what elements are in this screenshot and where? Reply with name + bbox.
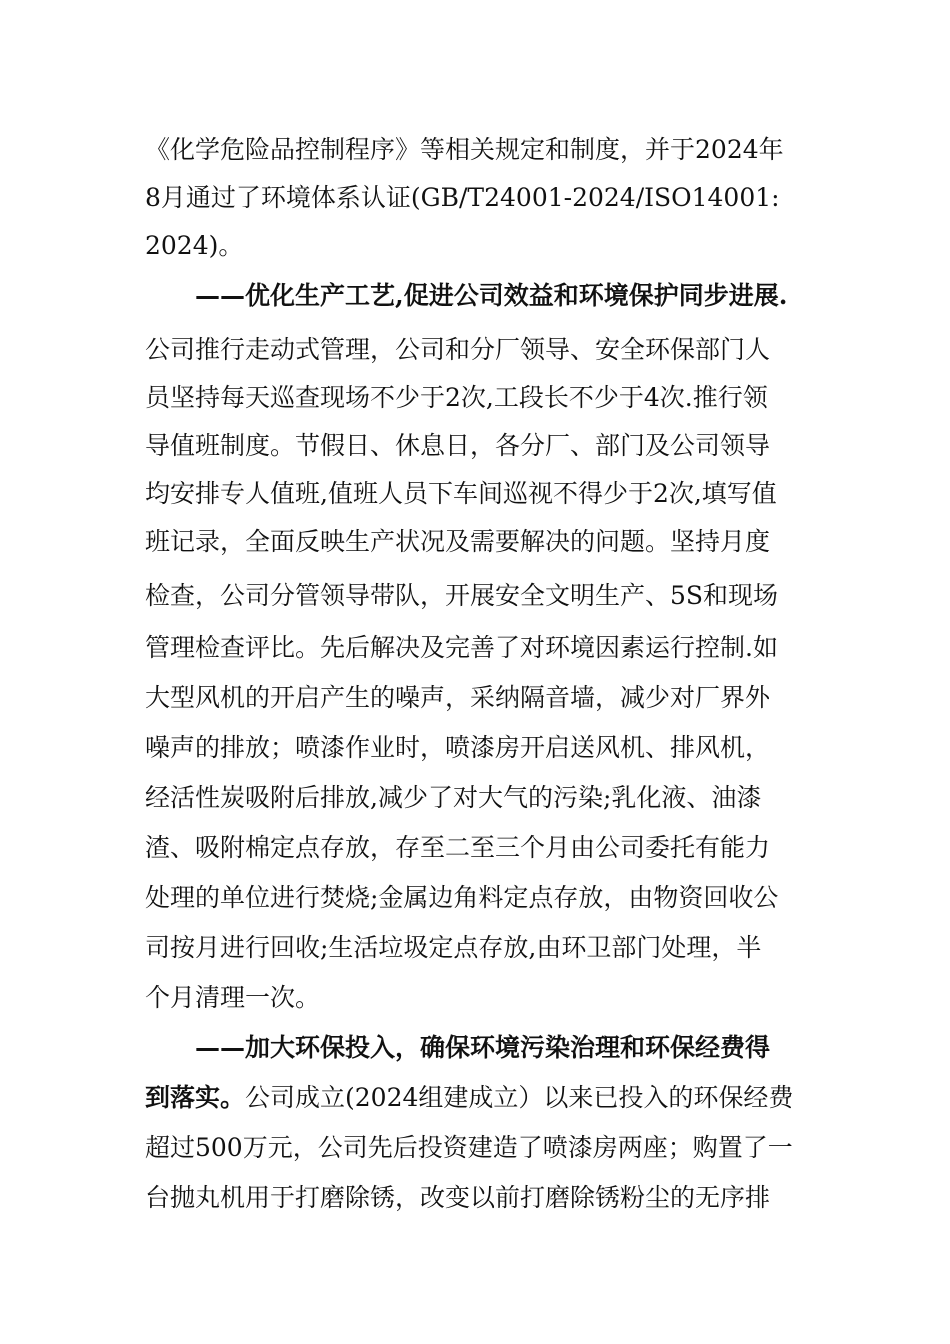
body-text-segment: 公司成立(2024组建成立）以来已投入的环保经费 — [245, 1083, 794, 1112]
body-text-line: 渣、吸附棉定点存放，存至二至三个月由公司委托有能力 — [145, 833, 771, 862]
body-text-line: 8月通过了环境体系认证(GB/T24001-2024/ISO14001: — [145, 183, 780, 212]
section-heading-optimize-process: ——优化生产工艺,促进公司效益和环境保护同步进展. — [195, 281, 788, 310]
body-text-line: 噪声的排放；喷漆作业时，喷漆房开启送风机、排风机， — [145, 733, 771, 762]
body-text-line: 司按月进行回收;生活垃圾定点存放,由环卫部门处理，半 — [145, 933, 762, 962]
body-text-line: 《化学危险品控制程序》等相关规定和制度，并于2024年 — [145, 135, 784, 164]
body-text-line: 台抛丸机用于打磨除锈，改变以前打磨除锈粉尘的无序排 — [145, 1183, 771, 1212]
section-heading-environmental-investment: ——加大环保投入，确保环境污染治理和环保经费得 — [195, 1033, 771, 1062]
body-text-line: 均安排专人值班,值班人员下车间巡视不得少于2次,填写值 — [145, 479, 777, 508]
body-text-line: 员坚持每天巡查现场不少于2次,工段长不少于4次.推行领 — [145, 383, 768, 412]
body-text-line: 导值班制度。节假日、休息日，各分厂、部门及公司领导 — [145, 431, 771, 460]
body-text-line — [145, 1083, 793, 1113]
section-heading-continued: 到落实。 — [145, 1083, 246, 1112]
body-text-line: 超过500万元，公司先后投资建造了喷漆房两座；购置了一 — [145, 1133, 793, 1162]
body-text-line: 管理检查评比。先后解决及完善了对环境因素运行控制.如 — [145, 633, 778, 662]
body-text-line: 个月清理一次。 — [145, 983, 321, 1012]
body-text-line: 经活性炭吸附后排放,减少了对大气的污染;乳化液、油漆 — [145, 783, 762, 812]
body-text-line: 2024)。 — [145, 231, 244, 260]
body-text-line: 检查，公司分管领导带队，开展安全文明生产、5S和现场 — [145, 581, 779, 610]
body-text-line: 处理的单位进行焚烧;金属边角料定点存放，由物资回收公 — [145, 883, 779, 912]
body-text-line: 班记录，全面反映生产状况及需要解决的问题。坚持月度 — [145, 527, 771, 556]
body-text-line: 公司推行走动式管理，公司和分厂领导、安全环保部门人 — [145, 335, 771, 364]
body-text-line: 大型风机的开启产生的噪声，采纳隔音墙，减少对厂界外 — [145, 683, 771, 712]
